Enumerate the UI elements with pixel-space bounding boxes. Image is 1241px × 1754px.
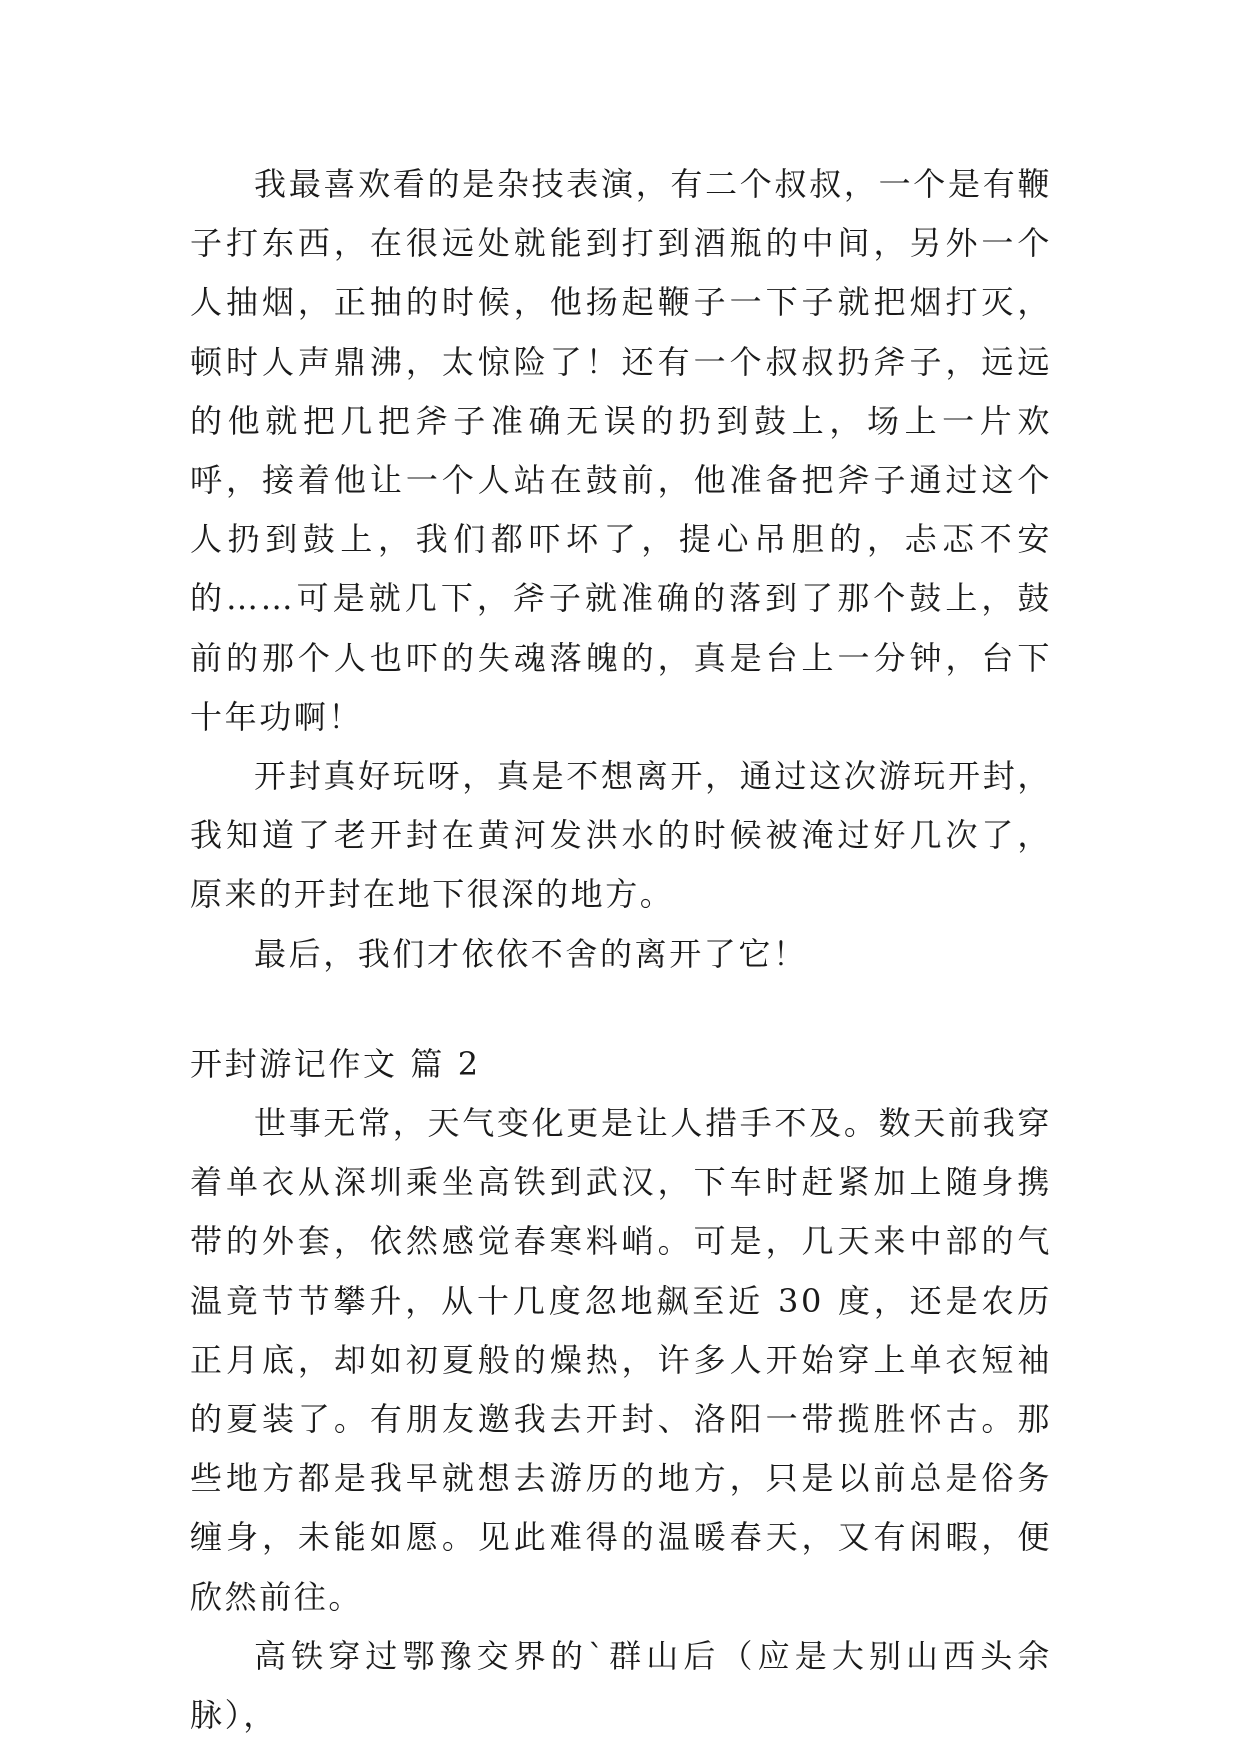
section-heading: 开封游记作文 篇 2 bbox=[190, 1044, 481, 1083]
paragraph-farewell: 最后，我们才依依不舍的离开了它！ bbox=[254, 934, 808, 973]
paragraph-kaifeng-fun: 开封真好玩呀，真是不想离开，通过这次游玩开封，我知道了老开封在黄河发洪水的时候被淹过好几次了，原来的开封在地下很深的地方。 bbox=[190, 757, 1052, 914]
paragraph-weather: 世事无常，天气变化更是让人措手不及。数天前我穿着单衣从深圳乘坐高铁到武汉，下车时赶紧加上随身携带的外套，依然感觉春寒料峭。可是，几天来中部的气温竟节节攀升，从十几度忽地飙至近 30 度，还是农历正月底，却如初夏般的燥热，许多人开始穿上单衣短袖的夏装了。有朋友邀我去开封、洛阳一带揽胜怀古。那些地方都是我早就想去游历的地方，只是以前总是俗务缠身，未能如愿。见此难得的温暖春天，又有闲暇，便欣然前往。 bbox=[190, 1104, 1052, 1616]
document-body bbox=[190, 155, 1052, 1745]
paragraph-acrobatics: 我最喜欢看的是杂技表演，有二个叔叔，一个是有鞭子打东西，在很远处就能到打到酒瓶的中间，另外一个人抽烟，正抽的时候，他扬起鞭子一下子就把烟打灭，顿时人声鼎沸，太惊险了！还有一个叔叔扔斧子，远远的他就把几把斧子准确无误的扔到鼓上，场上一片欢呼，接着他让一个人站在鼓前，他准备把斧子通过这个人扔到鼓上，我们都吓坏了，提心吊胆的，忐忑不安的……可是就几下，斧子就准确的落到了那个鼓上，鼓前的那个人也吓的失魂落魄的，真是台上一分钟，台下十年功啊！ bbox=[190, 165, 1052, 736]
paragraph-high-speed-rail: 高铁穿过鄂豫交界的`群山后（应是大别山西头余脉）， bbox=[190, 1636, 1052, 1735]
